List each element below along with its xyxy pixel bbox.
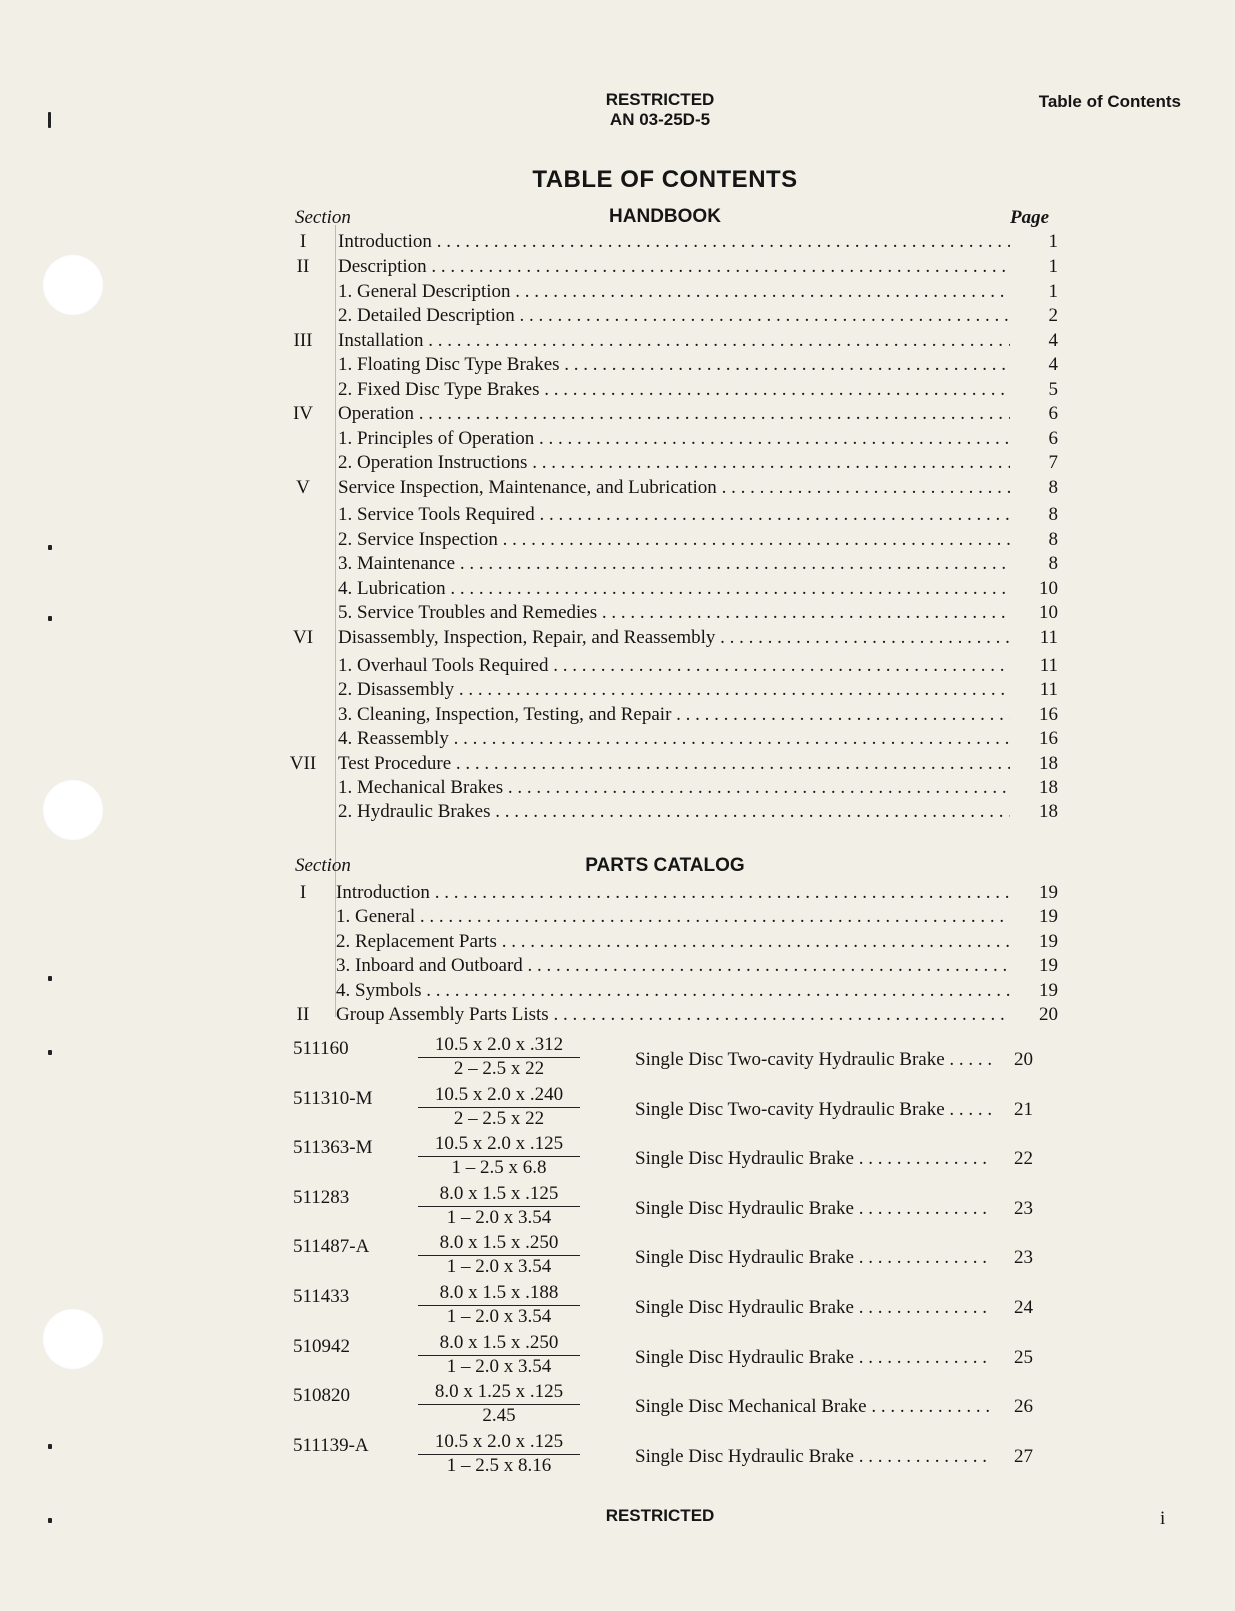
toc-row xyxy=(280,577,1058,601)
toc-entry-label: 2. Hydraulic Brakes . . . xyxy=(338,800,1010,824)
part-size-fraction xyxy=(418,1232,580,1278)
toc-row xyxy=(280,979,1058,1003)
part-page-number: 25 xyxy=(1014,1346,1033,1368)
fraction-denominator: 1 – 2.0 x 3.54 xyxy=(446,1306,552,1327)
part-page-number: 21 xyxy=(1014,1098,1033,1120)
handbook-section-label: Section xyxy=(295,207,351,228)
fraction-numerator: 8.0 x 1.5 x .250 xyxy=(418,1332,580,1356)
page-header xyxy=(540,90,780,130)
toc-entry-label: 1. Overhaul Tools Required . . . xyxy=(338,654,1010,678)
part-page-number: 26 xyxy=(1014,1396,1033,1418)
toc-page-number: 18 xyxy=(1039,777,1058,798)
toc-entry-label: 5. Service Troubles and Remedies . . . xyxy=(338,601,1010,625)
part-entry xyxy=(293,1183,1033,1233)
part-page-number: 22 xyxy=(1014,1148,1033,1170)
toc-entry-label: Group Assembly Parts Lists . . . xyxy=(336,1003,1010,1027)
toc-row xyxy=(280,930,1058,954)
toc-page-number: 8 xyxy=(1048,529,1058,550)
toc-entry-label: 2. Detailed Description . . . xyxy=(338,304,1010,328)
toc-page-number: 1 xyxy=(1048,231,1058,252)
toc-page-number: 19 xyxy=(1039,931,1058,952)
part-description: Single Disc Hydraulic Brake . . . xyxy=(635,1296,993,1320)
part-number: 511139-A xyxy=(293,1434,369,1456)
binder-hole-top xyxy=(42,254,104,316)
toc-row xyxy=(280,304,1058,328)
binder-hole-middle xyxy=(42,779,104,841)
handbook-heading: HANDBOOK xyxy=(609,206,721,227)
toc-row xyxy=(280,476,1058,500)
toc-row xyxy=(280,378,1058,402)
page-title: TABLE OF CONTENTS xyxy=(532,166,798,193)
fraction-denominator: 2.45 xyxy=(482,1405,516,1427)
toc-section-number: V xyxy=(296,477,310,498)
fraction-numerator: 8.0 x 1.5 x .250 xyxy=(418,1232,580,1256)
part-description: Single Disc Hydraulic Brake . . . xyxy=(635,1147,993,1171)
scan-speck xyxy=(48,616,52,621)
toc-page-number: 8 xyxy=(1048,477,1058,498)
toc-entry-label: 1. General . . . xyxy=(336,905,1010,929)
toc-entry-label: 1. Service Tools Required . . . xyxy=(338,503,1010,527)
part-description: Single Disc Mechanical Brake . . . xyxy=(635,1395,993,1419)
part-page-number: 27 xyxy=(1014,1445,1033,1467)
toc-row xyxy=(280,280,1058,304)
handbook-page-label: Page xyxy=(1010,207,1050,228)
toc-row xyxy=(280,654,1058,678)
toc-row xyxy=(280,329,1058,353)
fraction-denominator: 1 – 2.0 x 3.54 xyxy=(446,1206,552,1228)
fraction-numerator: 8.0 x 1.5 x .188 xyxy=(418,1282,580,1306)
toc-row xyxy=(280,528,1058,552)
toc-page-number: 10 xyxy=(1039,602,1058,623)
scan-speck xyxy=(48,545,52,550)
toc-row xyxy=(280,626,1058,650)
toc-section-number: VI xyxy=(292,627,314,648)
header-doc-number: AN 03-25D-5 xyxy=(609,110,711,129)
toc-page-number: 10 xyxy=(1039,578,1058,599)
toc-row xyxy=(280,601,1058,625)
toc-page-number: 8 xyxy=(1048,504,1058,525)
toc-page-number: 5 xyxy=(1048,379,1058,400)
part-number: 511487-A xyxy=(293,1236,370,1258)
toc-row xyxy=(280,727,1058,751)
toc-entry-label: Disassembly, Inspection, Repair, and Reassembly . . . xyxy=(338,626,1010,650)
toc-row xyxy=(280,451,1058,475)
toc-page-number: 7 xyxy=(1048,452,1058,473)
fraction-denominator: 2 – 2.5 x 22 xyxy=(453,1107,545,1129)
part-number: 511433 xyxy=(293,1286,350,1307)
part-page-number: 24 xyxy=(1014,1297,1033,1318)
toc-page-number: 1 xyxy=(1048,256,1058,277)
fraction-numerator: 10.5 x 2.0 x .125 xyxy=(418,1133,580,1157)
toc-row xyxy=(280,905,1058,929)
part-description: Single Disc Hydraulic Brake . . . xyxy=(635,1346,993,1370)
fraction-denominator: 1 – 2.5 x 6.8 xyxy=(451,1157,547,1179)
part-entry xyxy=(293,1381,1033,1431)
toc-row xyxy=(280,427,1058,451)
part-entry xyxy=(293,1232,1033,1282)
part-size-fraction xyxy=(418,1282,580,1328)
fraction-denominator: 2 – 2.5 x 22 xyxy=(453,1058,545,1079)
toc-section-number: II xyxy=(296,1004,310,1025)
toc-entry-label: Introduction . . . xyxy=(338,230,1010,254)
toc-entry-label: 2. Operation Instructions . . . xyxy=(338,451,1010,475)
binder-hole-bottom xyxy=(42,1308,104,1370)
footer-classification: RESTRICTED xyxy=(605,1506,715,1525)
fraction-numerator: 10.5 x 2.0 x .240 xyxy=(418,1084,580,1108)
toc-page-number: 19 xyxy=(1039,906,1058,927)
toc-entry-label: 3. Inboard and Outboard . . . xyxy=(336,954,1010,978)
toc-page-number: 19 xyxy=(1039,882,1058,903)
part-number: 511283 xyxy=(293,1186,350,1208)
toc-entry-label: 2. Fixed Disc Type Brakes . . . xyxy=(338,378,1010,402)
toc-page-number: 19 xyxy=(1039,980,1058,1001)
toc-row xyxy=(280,402,1058,426)
header-right-label: Table of Contents xyxy=(1038,92,1181,111)
part-size-fraction xyxy=(418,1332,580,1378)
toc-entry-label: 1. Principles of Operation . . . xyxy=(338,427,1010,451)
toc-entry-label: 1. General Description . . . xyxy=(338,280,1010,304)
part-entry xyxy=(293,1431,1033,1481)
toc-row xyxy=(280,255,1058,279)
toc-entry-label: Operation . . . xyxy=(338,402,1010,426)
scan-speck xyxy=(48,112,51,128)
toc-section-number: IV xyxy=(292,403,314,424)
part-entry xyxy=(293,1084,1033,1134)
toc-entry-label: Installation . . . xyxy=(338,329,1010,353)
toc-row xyxy=(280,1003,1058,1027)
part-description: Single Disc Hydraulic Brake . . . xyxy=(635,1246,993,1270)
part-entry xyxy=(293,1332,1033,1382)
part-description: Single Disc Two-cavity Hydraulic Brake . . . xyxy=(635,1048,993,1072)
parts-catalog-heading: PARTS CATALOG xyxy=(585,855,745,876)
toc-section-number: II xyxy=(296,256,310,277)
part-description: Single Disc Two-cavity Hydraulic Brake . . . xyxy=(635,1098,993,1122)
toc-page-number: 18 xyxy=(1039,801,1058,822)
part-entry xyxy=(293,1282,1033,1332)
toc-page-number: 2 xyxy=(1048,305,1058,326)
toc-entry-label: 4. Reassembly . . . xyxy=(338,727,1010,751)
toc-entry-label: 3. Maintenance . . . xyxy=(338,552,1010,576)
toc-row xyxy=(280,776,1058,800)
fraction-denominator: 1 – 2.0 x 3.54 xyxy=(446,1355,552,1377)
toc-row xyxy=(280,503,1058,527)
fraction-numerator: 10.5 x 2.0 x .125 xyxy=(418,1431,580,1455)
toc-page-number: 19 xyxy=(1039,955,1058,976)
part-size-fraction xyxy=(418,1431,580,1477)
toc-row xyxy=(280,800,1058,824)
toc-row xyxy=(280,230,1058,254)
toc-entry-label: Introduction . . . xyxy=(336,881,1010,905)
toc-row xyxy=(280,703,1058,727)
part-entry xyxy=(293,1034,1033,1084)
toc-entry-label: 4. Lubrication . . . xyxy=(338,577,1010,601)
part-number: 511363-M xyxy=(293,1137,373,1159)
fraction-numerator: 8.0 x 1.25 x .125 xyxy=(418,1381,580,1405)
scan-speck xyxy=(48,1050,52,1055)
scan-speck xyxy=(48,1444,52,1449)
toc-row xyxy=(280,353,1058,377)
toc-entry-label: Description . . . xyxy=(338,255,1010,279)
toc-section-number: VII xyxy=(289,753,317,774)
toc-entry-label: 3. Cleaning, Inspection, Testing, and Repair . . . xyxy=(338,703,1010,727)
toc-entry-label: 2. Replacement Parts . . . xyxy=(336,930,1010,954)
part-number: 511160 xyxy=(293,1038,349,1059)
part-description: Single Disc Hydraulic Brake . . . xyxy=(635,1445,993,1469)
fraction-numerator: 10.5 x 2.0 x .312 xyxy=(418,1034,580,1058)
toc-row xyxy=(280,552,1058,576)
fraction-numerator: 8.0 x 1.5 x .125 xyxy=(418,1183,580,1207)
toc-section-number: III xyxy=(293,330,313,351)
toc-entry-label: 4. Symbols . . . xyxy=(336,979,1010,1003)
toc-page-number: 11 xyxy=(1039,679,1058,700)
toc-row xyxy=(280,954,1058,978)
toc-page-number: 4 xyxy=(1048,330,1058,351)
toc-row xyxy=(280,881,1058,905)
toc-entry-label: 2. Service Inspection . . . xyxy=(338,528,1010,552)
toc-page-number: 11 xyxy=(1039,627,1058,648)
toc-section-number: I xyxy=(299,882,307,903)
toc-page-number: 8 xyxy=(1048,553,1058,574)
part-size-fraction xyxy=(418,1133,580,1179)
toc-page-number: 20 xyxy=(1039,1004,1058,1025)
part-size-fraction xyxy=(418,1381,580,1427)
toc-entry-label: 1. Floating Disc Type Brakes . . . xyxy=(338,353,1010,377)
part-description: Single Disc Hydraulic Brake . . . xyxy=(635,1197,993,1221)
part-size-fraction xyxy=(418,1084,580,1130)
toc-page-number: 4 xyxy=(1048,354,1058,375)
part-page-number: 23 xyxy=(1014,1197,1033,1219)
toc-page-number: 6 xyxy=(1048,428,1058,449)
toc-row xyxy=(280,752,1058,776)
scan-speck xyxy=(48,976,52,981)
toc-section-number: I xyxy=(299,231,307,252)
fraction-denominator: 1 – 2.5 x 8.16 xyxy=(446,1454,552,1476)
toc-page-number: 11 xyxy=(1039,655,1058,676)
toc-entry-label: 2. Disassembly . . . xyxy=(338,678,1010,702)
toc-page-number: 6 xyxy=(1048,403,1058,424)
part-entry xyxy=(293,1133,1033,1183)
toc-row xyxy=(280,678,1058,702)
toc-entry-label: Test Procedure . . . xyxy=(338,752,1010,776)
part-page-number: 20 xyxy=(1014,1049,1033,1070)
page-number: i xyxy=(1160,1508,1166,1529)
part-size-fraction xyxy=(418,1183,580,1229)
toc-page-number: 16 xyxy=(1039,704,1058,725)
part-size-fraction xyxy=(418,1034,580,1080)
toc-page-number: 1 xyxy=(1048,281,1058,302)
toc-page-number: 18 xyxy=(1039,753,1058,774)
fraction-denominator: 1 – 2.0 x 3.54 xyxy=(446,1256,552,1278)
part-number: 510820 xyxy=(293,1385,350,1407)
toc-entry-label: Service Inspection, Maintenance, and Lubrication . . . xyxy=(338,476,1010,500)
part-number: 511310-M xyxy=(293,1087,373,1109)
toc-page-number: 16 xyxy=(1039,728,1058,749)
toc-entry-label: 1. Mechanical Brakes . . . xyxy=(338,776,1010,800)
part-number: 510942 xyxy=(293,1335,350,1357)
header-classification: RESTRICTED xyxy=(605,90,715,109)
parts-section-label: Section xyxy=(295,855,351,876)
part-page-number: 23 xyxy=(1014,1247,1033,1269)
